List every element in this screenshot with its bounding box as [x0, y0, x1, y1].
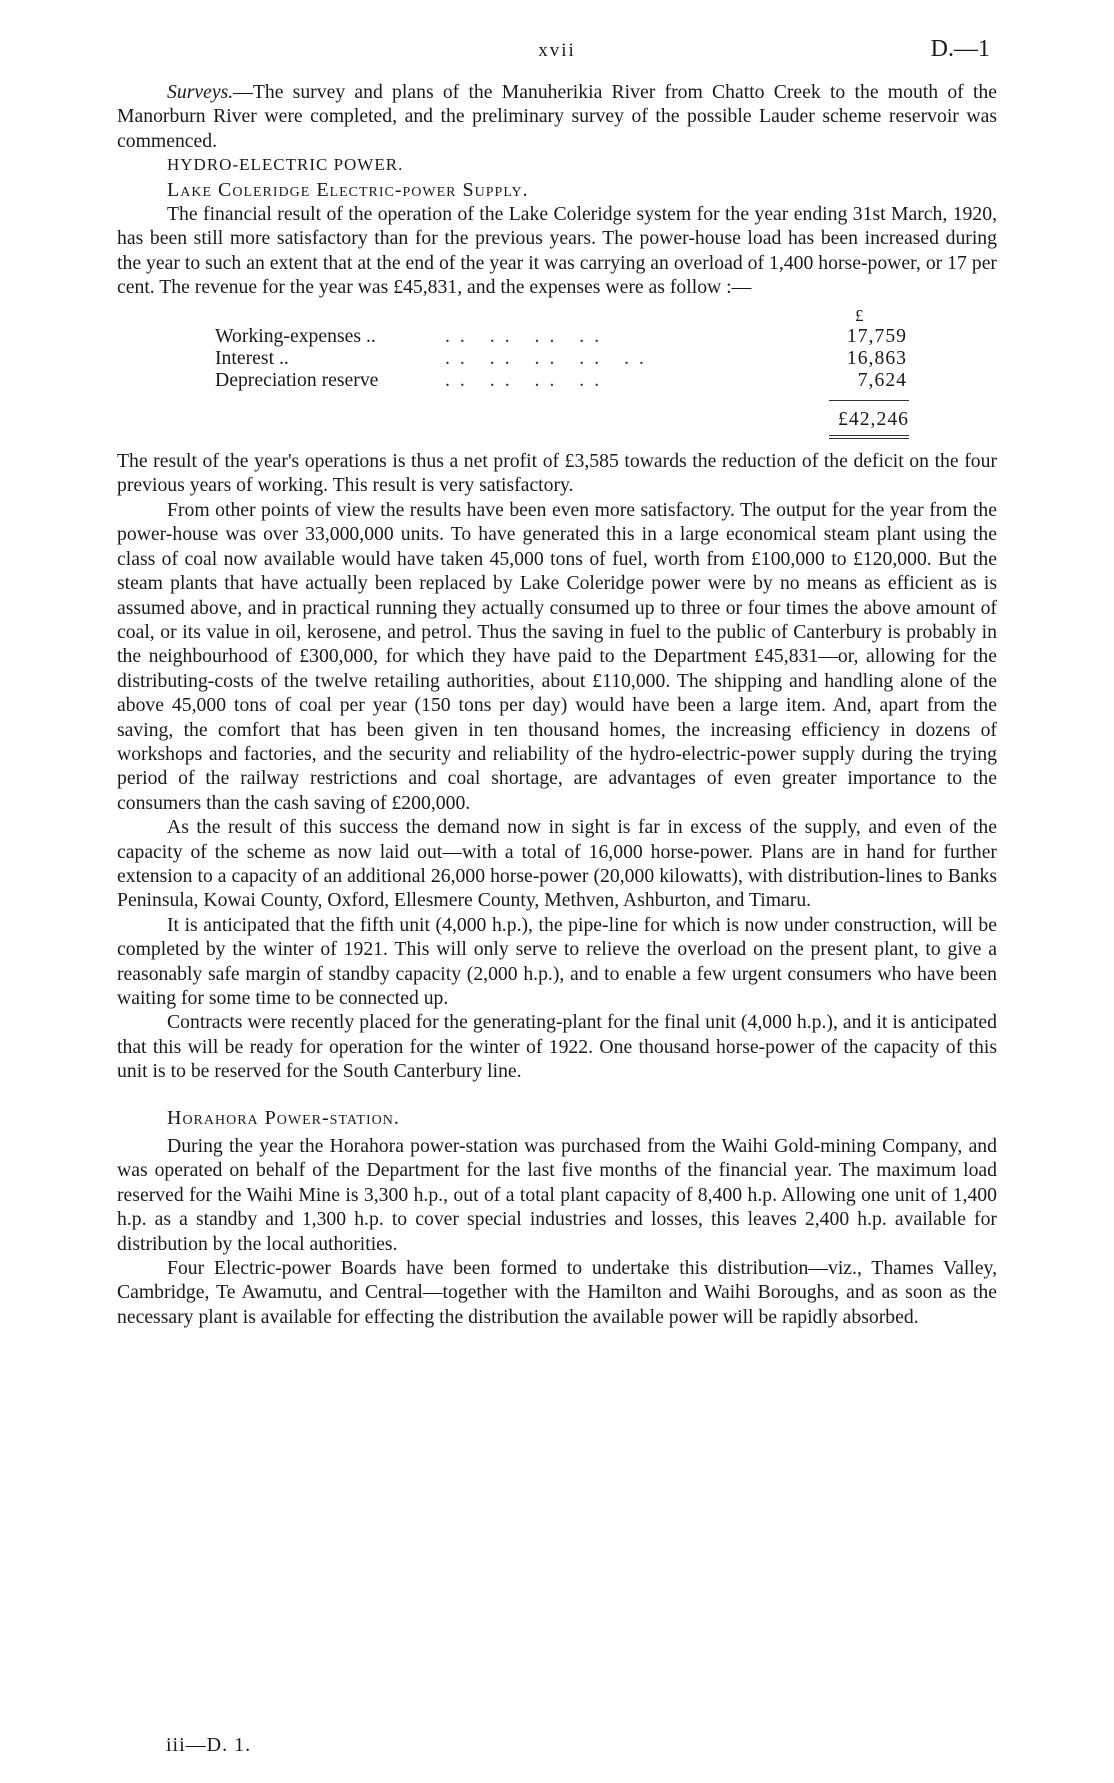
coleridge-fifth-unit-paragraph: It is anticipated that the fifth unit (4,000 h.p.), the pipe-line for which is now under construction, will be completed by the winter of 1921. This will only serve to relieve the overload on the present plant, to give a reasonably safe margin of standby capacity (2,000 h.p.), and to enable a few urgent consumers who have been waiting for some time to be connected up. [117, 913, 997, 1009]
coleridge-result-paragraph: The result of the year's operations is thus a net profit of £3,585 towards the reduction of the deficit on the four previous years of working. This result is very satisfactory. [117, 450, 997, 497]
coleridge-demand-paragraph: As the result of this success the demand now in sight is far in excess of the supply, and even of the capacity of the scheme as now laid out—with a total of 16,000 horse-power. Plans are in hand for further extension to a capacity of an additional 26,000 horse-power (20,000 kilowatts), with distribution-lines to Banks Peninsula, Kowai County, Oxford, Ellesmere County, Methven, Ashburton, and Timaru. [117, 816, 997, 912]
document-id: D.—1 [930, 36, 990, 62]
expense-row [117, 368, 997, 390]
expense-leader-dots: .. .. .. .. .. [445, 346, 654, 369]
expense-amount: 7,624 [857, 368, 907, 391]
surveys-paragraph [117, 80, 997, 153]
coleridge-contracts-paragraph: Contracts were recently placed for the generating-plant for the final unit (4,000 h.p.), and it is anticipated that this will be ready for operation for the winter of 1922. One thousand horse-power of the capacity of this unit is to be reserved for the South Canterbury line. [117, 1011, 997, 1083]
surveys-lead: Surveys. [167, 81, 234, 103]
page-number: xvii [538, 40, 576, 61]
footer-signature: iii—D. 1. [166, 1734, 252, 1756]
expense-total: £42,246 [838, 407, 909, 430]
expense-table [117, 304, 997, 439]
expense-amount: 17,759 [846, 324, 907, 347]
horahora-purchase-paragraph: During the year the Horahora power-station was purchased from the Waihi Gold-mining Company, and was operated on behalf of the Department for the last five months of the financial year. The maximum load reserved for the Waihi Mine is 3,300 h.p., out of a total plant capacity of 8,400 h.p. Allowing one unit of 1,400 h.p. as a standby and 1,300 h.p. to cover special industries and losses, this leaves 2,400 h.p. available for distribution by the local authorities. [117, 1135, 997, 1255]
page-content [117, 80, 997, 1329]
heading-horahora: Horahora Power-station. [167, 1106, 400, 1129]
expense-leader-dots: .. .. .. .. [445, 368, 610, 391]
expense-row [117, 346, 997, 368]
horahora-boards-paragraph: Four Electric-power Boards have been formed to undertake this distribution—viz., Thames Valley, Cambridge, Te Awamutu, and Central—together with the Hamilton and Waihi Boroughs, and as soon as the necessary plant is available for effecting the distribution the available power will be rapidly absorbed. [117, 1257, 997, 1328]
surveys-text: —The survey and plans of the Manuherikia River from Chatto Creek to the mouth of the Manorburn River were completed, and the preliminary survey of the possible Lauder scheme reservoir was commenced. [117, 81, 997, 152]
heading-hydro-electric: HYDRO-ELECTRIC POWER. [167, 155, 404, 175]
expense-unit-label: £ [855, 305, 864, 325]
expense-label: Interest .. [215, 346, 289, 369]
expense-label: Working-expenses .. [215, 324, 376, 347]
expense-label: Depreciation reserve [215, 368, 379, 391]
expense-leader-dots: .. .. .. .. [445, 324, 610, 347]
expense-subtotal-rule [829, 400, 909, 401]
expense-row [117, 324, 997, 346]
expense-amount: 16,863 [846, 346, 907, 369]
coleridge-output-paragraph: From other points of view the results have been even more satisfactory. The output for the year from the power-house was over 33,000,000 units. To have generated this in a large economical steam plant using the class of coal now available would have taken 45,000 tons of fuel, worth from £100,000 to £120,000. But the steam plants that have actually been replaced by Lake Coleridge power were by no means as efficient as is assumed above, and in practical running they actually consumed up to three or four times the above amount of coal, or its value in oil, kerosene, and petrol. Thus the saving in fuel to the public of Canterbury is probably in the neighbourhood of £300,000, for which they have paid to the Department £45,831—or, allowing for the distributing-costs of the twelve retailing authorities, about £110,000. The shipping and handling alone of the above 45,000 tons of coal per year (150 tons per day) would have been a large item. And, apart from the saving, the comfort that has been given in ten thousand homes, the increasing efficiency in dozens of workshops and factories, and the security and reliability of the hydro-electric-power supply during the trying period of the railway restrictions and coal shortage, are advantages of even greater importance to the consumers than the cash saving of £200,000. [117, 498, 997, 814]
expense-total-double-rule [829, 435, 909, 439]
heading-lake-coleridge: Lake Coleridge Electric-power Supply. [167, 178, 529, 201]
coleridge-intro-paragraph: The financial result of the operation of the Lake Coleridge system for the year ending 31st March, 1920, has been still more satisfactory than for the previous years. The power-house load has been increased during the year to such an extent that at the end of the year it was carrying an overload of 1,400 horse-power, or 17 per cent. The revenue for the year was £45,831, and the expenses were as follow :— [117, 203, 997, 299]
